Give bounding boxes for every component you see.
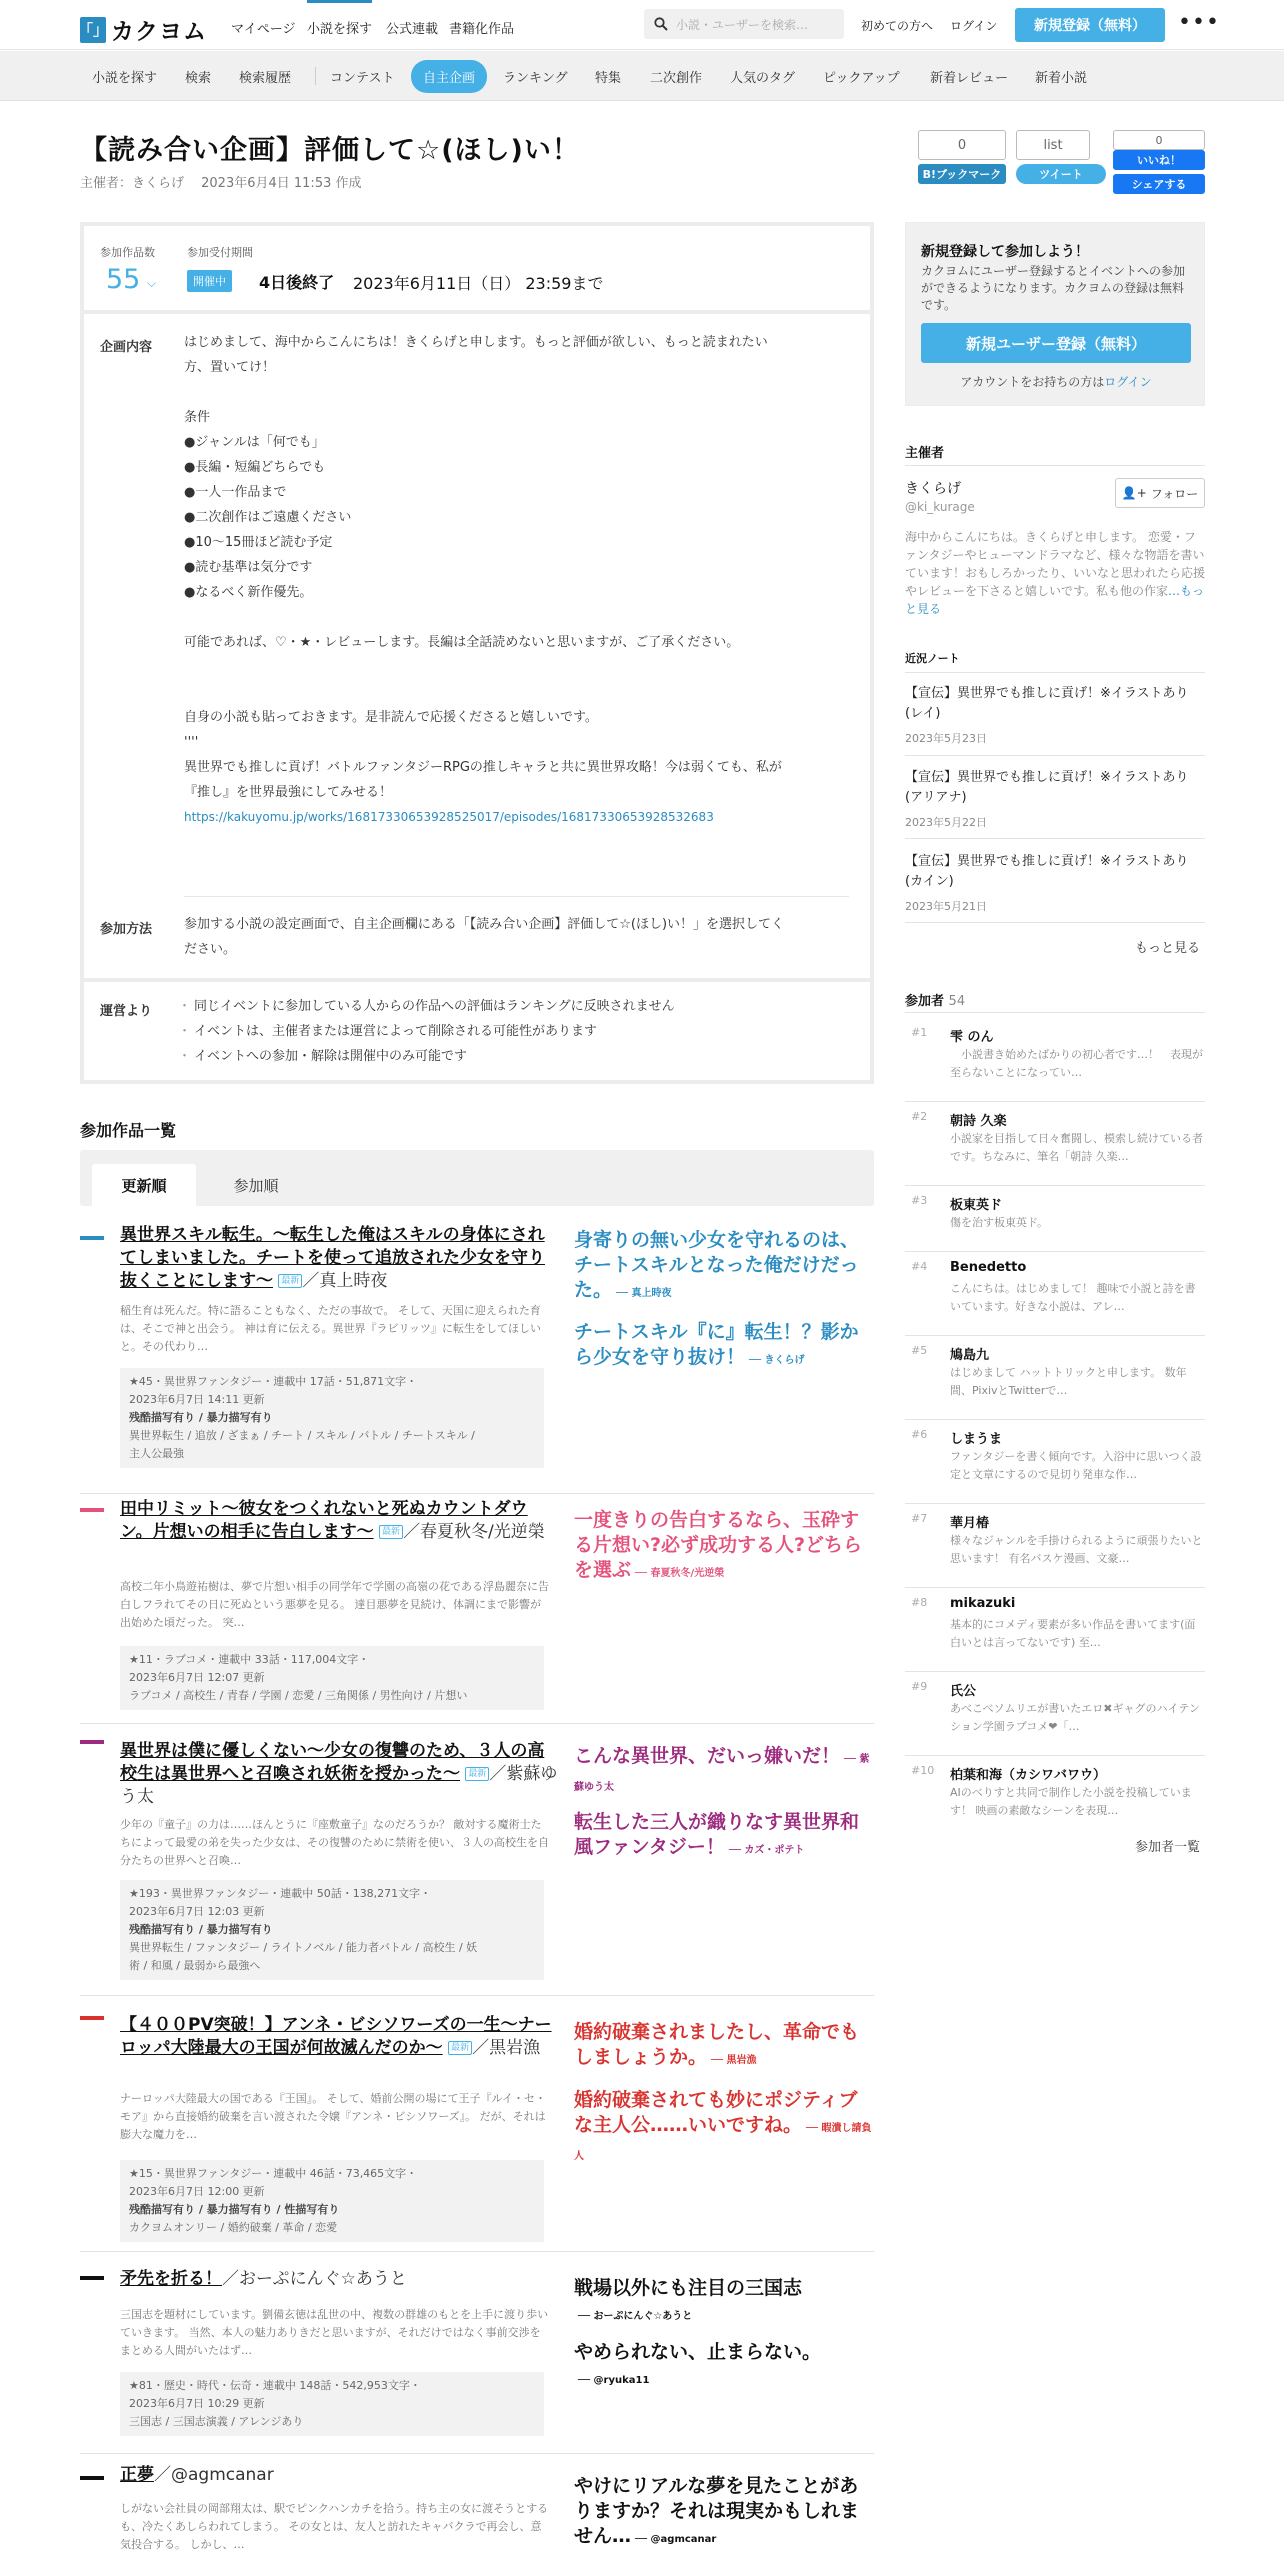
subnav-ranking[interactable]: ランキング (503, 71, 568, 86)
desc-line: ●読む基準は気分です (184, 560, 313, 575)
nav-find-novels[interactable]: 小説を探す (307, 0, 372, 37)
beginners-link[interactable]: 初めての方へ (861, 19, 934, 33)
catchphrase-author: ── 暇潰し請負人 (574, 2123, 872, 2162)
participant-rank: #7 (911, 1512, 928, 1525)
genre-color-bar (80, 1508, 104, 1512)
tab-updated-order[interactable]: 更新順 (92, 1164, 196, 1206)
notes-heading: 近況ノート (905, 652, 960, 665)
hatena-count: 0 (918, 130, 1006, 160)
desc-line: 条件 (184, 410, 211, 425)
desc-line: ●10～15冊ほど読む予定 (184, 535, 333, 550)
method-line: ださい。 (184, 942, 237, 957)
operator-rules (184, 994, 849, 1069)
participant-item[interactable] (905, 1672, 1205, 1756)
subnav-history[interactable]: 検索履歴 (239, 71, 292, 86)
note-item[interactable] (905, 852, 1205, 914)
search-icon (654, 17, 668, 31)
note-title[interactable]: 【宣伝】異世界でも推しに貢げ！※イラストあり(カイン) (905, 854, 1189, 889)
method-label: 参加方法 (100, 922, 153, 937)
catchphrase-author: ── @ryuka11 (578, 2375, 650, 2386)
work-warnings: 残酷描写有り / 暴力描写有り / 性描写有り (129, 2203, 340, 2216)
event-description (184, 330, 849, 830)
desc-line (184, 655, 849, 680)
page-title: 【読み合い企画】評価して☆(ほし)い！ (80, 135, 580, 166)
participant-item[interactable] (905, 1018, 1205, 1102)
participant-item[interactable] (905, 1756, 1205, 1826)
subnav-contest[interactable]: コンテスト (330, 71, 395, 86)
catchphrase-author: ── きくらげ (749, 1355, 805, 1366)
subnav-reviews[interactable]: 新着レビュー (930, 71, 1009, 86)
desc-line: 方、置いてけ！ (184, 360, 276, 375)
method-line: 参加する小説の設定画面で、自主企画欄にある「【読み合い企画】評価して☆(ほし)い！」を選択してく (184, 917, 785, 932)
entries-count[interactable]: 55 (106, 264, 141, 295)
work-title[interactable]: 田中リミット～彼女をつくれないと死ぬカウントダウン。片想いの相手に告白します～ (120, 1499, 528, 1542)
work-updated: 2023年6月7日 12:03 更新 (129, 1905, 265, 1918)
participant-item[interactable] (905, 1336, 1205, 1420)
new-badge: 最新 (448, 2041, 472, 2055)
catchphrase-text: 戦場以外にも注目の三国志 (574, 2277, 803, 2299)
participant-intro: 様々なジャンルを手掛けられるように頑張りたいと思います！ 有名バスケ漫画、文豪… (950, 1534, 1203, 1565)
work-title-block (120, 1740, 560, 1809)
register-button[interactable]: 新規登録（無料） (1015, 8, 1165, 42)
work-updated: 2023年6月7日 12:07 更新 (129, 1671, 265, 1684)
participant-rank: #2 (911, 1110, 928, 1123)
search-box[interactable] (644, 9, 844, 39)
entries-heading: 参加作品一覧 (80, 1121, 177, 1140)
participant-name[interactable]: 鳩島九 (950, 1348, 990, 1363)
participant-item[interactable] (905, 1102, 1205, 1186)
work-title-block (120, 2014, 560, 2060)
participants-count: 54 (948, 994, 966, 1009)
divider (84, 978, 870, 982)
participant-rank: #10 (911, 1764, 935, 1777)
participant-intro: こんにちは。はじめまして！ 趣味で小説と詩を書いています。好きな小説は、アレ… (950, 1282, 1196, 1313)
subnav-search[interactable]: 検索 (185, 71, 212, 86)
participant-rank: #5 (911, 1344, 928, 1357)
catchphrase-author: ── 黒岩漁 (711, 2055, 757, 2066)
participant-intro: AIのべりすと共同で制作した小説を投稿しています！ 映画の素敵なシーンを表現… (950, 1786, 1192, 1817)
desc-line (184, 680, 849, 705)
work-title[interactable]: 矛先を折る！ (120, 2269, 222, 2289)
work-tags[interactable]: 術 / 和風 / 最弱から最強へ (129, 1959, 261, 1972)
desc-line: ●ジャンルは「何でも」 (184, 435, 325, 450)
signup-box (905, 222, 1205, 406)
participant-rank: #4 (911, 1260, 928, 1273)
kakuyomu-logo[interactable] (80, 13, 207, 46)
participant-intro: 小説家を目指して日々奮闘し、模索し続けている者です。ちなみに、筆名「朝詩 久楽… (950, 1132, 1203, 1163)
desc-line: はじめまして、海中からこんにちは！きくらげと申します。もっと評価が欲しい、もっと読まれたい (184, 335, 768, 350)
desc-line: 自身の小説も貼っておきます。是非読んで応援くださると嬉しいです。 (184, 710, 598, 725)
work-warnings: 残酷描写有り / 暴力描写有り (129, 1411, 273, 1424)
login-link[interactable]: ログイン (950, 19, 998, 33)
catchphrase-text: 身寄りの無い少女を守れるのは、チートスキルとなった俺だけだった。 (574, 1229, 860, 1301)
participant-intro: 小説書き始めたばかりの初心者です…！ 表現が至らないことになってい… (950, 1048, 1203, 1079)
work-tags[interactable]: 三国志 / 三国志演義 / アレンジあり (129, 2415, 304, 2428)
desc-line: ●長編・短編どちらでも (184, 460, 326, 475)
event-stats-row (84, 226, 870, 314)
period-label: 参加受付期間 (187, 246, 253, 259)
host-more-link[interactable]: …もっと見る (905, 584, 1205, 616)
catchphrase-text: やけにリアルな夢を見たことがありますか？それは現実かもしれません… (574, 2475, 860, 2547)
participants-heading-text: 参加者 (905, 994, 945, 1009)
participant-name[interactable]: Benedetto (950, 1260, 1027, 1275)
subnav-user-events[interactable]: 自主企画 (411, 60, 487, 93)
nav-books[interactable]: 書籍化作品 (449, 22, 515, 37)
work-item (80, 1728, 874, 1996)
desc-line: 可能であれば、♡・★・レビューします。長編は全話読めないと思いますが、ご了承ください。 (184, 635, 740, 650)
catchphrase-text: 婚約破棄されても妙にポジティブな主人公……いいですね。 (574, 2089, 858, 2136)
participant-item[interactable] (905, 1420, 1205, 1504)
catchphrase (574, 1744, 874, 1800)
desc-line: 『推し』を世界最強にしてみせる！ (184, 785, 393, 800)
participant-item[interactable] (905, 1186, 1205, 1252)
rule-item: ・ イベントは、主催者または運営によって削除される可能性があります (184, 1019, 849, 1044)
desc-line: '''' (184, 735, 199, 750)
subnav-tags[interactable]: 人気のタグ (730, 71, 796, 86)
participant-intro: 傷を治す板東英ド。 (950, 1216, 1049, 1229)
participant-name[interactable]: 板東英ド (950, 1198, 1003, 1213)
desc-line: ●一人一作品まで (184, 485, 287, 500)
catchphrase (574, 2088, 874, 2169)
hatena-bookmark-button[interactable]: B!ブックマーク (918, 164, 1006, 184)
signup-title: 新規登録して参加しよう！ (921, 244, 1089, 260)
genre-color-bar (80, 2016, 104, 2020)
catchphrase (574, 1320, 874, 1373)
catchphrase-author: ── おーぷにんぐ☆あうと (578, 2311, 693, 2322)
work-author[interactable]: ／おーぷにんぐ☆あうと (222, 2269, 407, 2289)
participants-heading (905, 990, 965, 1009)
work-item (80, 1496, 874, 1724)
logo-text: カクヨム (111, 19, 207, 45)
work-title[interactable]: 異世界スキル転生。〜転生した俺はスキルの身体にされてしまいました。チートを使って追放された少女を守り抜くことにします〜 (120, 1225, 545, 1291)
catchphrase-author: ── 紫蘇ゆう太 (574, 1754, 870, 1793)
work-title-block (120, 1224, 560, 1293)
work-item (80, 1224, 874, 1494)
work-title[interactable]: 【４００PV突破！】アンネ・ビシソワーズの一生～ナーロッパ大陸最大の王国が何故滅んだのか～ (120, 2015, 552, 2058)
catchphrase (574, 2340, 874, 2393)
note-title[interactable]: 【宣伝】異世界でも推しに貢げ！※イラストあり(アリアナ) (905, 770, 1189, 805)
participant-name[interactable]: しまうま (950, 1432, 1003, 1447)
like-button[interactable]: いいね！ (1113, 150, 1205, 170)
work-title-block (120, 1498, 560, 1544)
subnav-new-novels[interactable]: 新着小説 (1035, 71, 1088, 86)
note-date: 2023年5月21日 (905, 900, 987, 913)
subnav-find[interactable]: 小説を探す (92, 71, 158, 86)
work-title-block (120, 2268, 560, 2291)
host-name[interactable]: きくらげ (905, 481, 961, 497)
subnav-pickup[interactable]: ピックアップ (823, 71, 900, 86)
host-meta: 主催者：きくらげ 2023年6月4日 11:53 作成 (80, 176, 362, 191)
days-left: 4日後終了 (259, 273, 335, 292)
genre-color-bar (80, 2276, 104, 2280)
work-meta (120, 1368, 544, 1468)
host-id: @ki_kurage (905, 500, 975, 514)
note-item[interactable] (905, 768, 1205, 830)
work-tags[interactable]: 異世界転生 / 追放 / ざまぁ / チート / スキル / バトル / チートスキル / (129, 1429, 475, 1442)
nav-official[interactable]: 公式連載 (386, 22, 439, 37)
new-badge: 最新 (278, 1274, 302, 1288)
host-heading: 主催者 (905, 446, 945, 461)
work-meta (120, 2160, 544, 2242)
genre-color-bar (80, 1740, 104, 1744)
work-author[interactable]: ／黒岩漁 (472, 2038, 541, 2058)
work-tags[interactable]: ラブコメ / 高校生 / 青春 / 学園 / 恋愛 / 三角関係 / 男性向け / 片想い (129, 1689, 468, 1702)
subnav-fanworks[interactable]: 二次創作 (650, 71, 703, 86)
share-button[interactable]: シェアする (1113, 174, 1205, 194)
work-item (80, 2004, 874, 2252)
catchphrase (574, 1228, 874, 1306)
divider (905, 465, 1205, 466)
genre-color-bar (80, 1236, 104, 1240)
catchphrase (574, 1810, 874, 1863)
work-description: 高校二年小鳥遊祐樹は、夢で片想い相手の同学年で学園の高嶺の花である浮島麗奈に告白しフラれてその日に死ぬという悪夢を見る。 達目悪夢を見続け、体調にまで影響が出始めた頃だった。 突… (120, 1580, 549, 1629)
entries-tabs (80, 1150, 874, 1206)
status-badge: 開催中 (187, 270, 232, 292)
work-meta (120, 1646, 544, 1710)
participants-all-link[interactable]: 参加者一覧 (1135, 1840, 1201, 1855)
episode-link[interactable]: https://kakuyomu.jp/works/16817330653928525017/episodes/16817330653928532683 (184, 810, 714, 824)
participant-name[interactable]: 朝詩 久楽 (950, 1114, 1007, 1129)
participant-intro: はじめまして ハットトリックと申します。 数年間、PixivとTwitterで… (950, 1366, 1187, 1397)
work-stats: ★81・歴史・時代・伝奇・連載中 148話・542,953文字・ (129, 2379, 421, 2392)
work-stats: ★45・異世界ファンタジー・連載中 17話・51,871文字・ (129, 1375, 418, 1388)
tab-joined-order[interactable]: 参加順 (233, 1176, 279, 1195)
divider (905, 755, 1205, 756)
work-title-block (120, 2464, 560, 2487)
sidebar-login-link[interactable]: ログイン (1104, 375, 1152, 389)
logo-mark: 「」 (80, 17, 106, 43)
participant-rank: #3 (911, 1194, 928, 1207)
global-header (0, 0, 1284, 50)
rule-item: ・ 同じイベントに参加している人からの作品への評価はランキングに反映されません (184, 994, 849, 1019)
work-tags[interactable]: カクヨムオンリー / 婚約破棄 / 革命 / 恋愛 (129, 2221, 338, 2234)
catchphrase (574, 2276, 874, 2329)
event-detail-panel (80, 222, 874, 1084)
desc-line: ●二次創作はご遠慮ください (184, 510, 352, 525)
catchphrase-text: こんな異世界、だいっ嫌いだ！ (574, 1745, 841, 1767)
participant-name[interactable]: 柏葉和海（カシワバワウ） (950, 1768, 1107, 1783)
catchphrase (574, 2474, 874, 2552)
desc-line: ●なるべく新作優先。 (184, 585, 313, 600)
search-placeholder: 小説・ユーザーを検索… (676, 17, 809, 32)
work-stats: ★193・異世界ファンタジー・連載中 50話・138,271文字・ (129, 1887, 432, 1900)
catchphrase-author: ── 春夏秋冬/光逆榮 (635, 1568, 725, 1579)
subnav-divider (315, 67, 316, 85)
participant-rank: #1 (911, 1026, 928, 1039)
catchphrase-text: チートスキル『に』転生！？影から少女を守り抜け！ (574, 1321, 859, 1368)
work-title[interactable]: 正夢 (120, 2465, 154, 2485)
work-author[interactable]: ／春夏秋冬/光逆榮 (403, 1522, 545, 1542)
catchphrase-text: 転生した三人が織りなす異世界和風ファンタジー！ (574, 1811, 860, 1858)
work-warnings: 残酷描写有り / 暴力描写有り (129, 1923, 273, 1936)
work-tags[interactable]: 主人公最強 (129, 1447, 184, 1460)
content-label: 企画内容 (100, 340, 153, 355)
deadline: 2023年6月11日（日） 23:59まで (353, 274, 604, 293)
participant-name[interactable]: 雫 のん (950, 1030, 994, 1045)
catchphrase-author: ── @agmcanar (635, 2534, 717, 2545)
new-badge: 最新 (379, 1525, 403, 1539)
like-count: 0 (1113, 130, 1205, 150)
work-item (80, 2464, 874, 2568)
work-stats: ★11・ラブコメ・連載中 33話・117,004文字・ (129, 1653, 370, 1666)
more-menu-icon[interactable]: ••• (1178, 10, 1220, 35)
work-title[interactable]: 異世界は僕に優しくない〜少女の復讐のため、３人の高校生は異世界へと召喚され妖術を授かった〜 (120, 1741, 545, 1784)
catchphrase-text: やめられない、止まらない。 (574, 2341, 822, 2363)
participant-rank: #9 (911, 1680, 928, 1693)
participant-intro: ファンタジーを書く傾向です。入浴中に思いつく設定と文章にするので見切り発車な作… (950, 1450, 1202, 1481)
catchphrase-text: 一度きりの告白するなら、玉砕する片想い?必ず成功する人?どちらを選ぶ (574, 1509, 863, 1581)
participant-item[interactable] (905, 1504, 1205, 1588)
host-intro (905, 528, 1205, 618)
work-description: 稲生育は死んだ。特に語ることもなく、ただの事故で。 そして、天国に迎えられた育は、そこで神と出会う。 神は育に伝える。異世界『ラビリッツ』に転生をしてほしいと。その代わり… (120, 1304, 542, 1353)
catchphrase-text: 婚約破棄されましたし、革命でもしましょうか。 (574, 2021, 860, 2068)
work-updated: 2023年6月7日 14:11 更新 (129, 1393, 265, 1406)
participant-intro: あべこべソムリエが書いたエロ✖ギャグのハイテンション学園ラブコメ❤「… (950, 1702, 1200, 1733)
work-meta (120, 2372, 544, 2436)
new-badge: 最新 (465, 1767, 489, 1781)
nav-mypage[interactable]: マイページ (231, 22, 296, 37)
add-user-icon: 👤+ (1121, 486, 1147, 500)
participant-rank: #6 (911, 1428, 928, 1441)
participation-method (184, 912, 849, 962)
note-item[interactable] (905, 684, 1205, 746)
participant-item[interactable] (905, 1252, 1205, 1336)
desc-line: 異世界でも推しに貢げ！バトルファンタジーRPGの推しキャラと共に異世界攻略！今は弱くても、私が (184, 760, 782, 775)
divider (905, 1012, 1205, 1013)
notes-more-link[interactable]: もっと見る (1135, 941, 1201, 956)
work-tags[interactable]: 異世界転生 / ファンタジー / ライトノベル / 能力者バトル / 高校生 / 妖 (129, 1941, 478, 1954)
note-date: 2023年5月22日 (905, 816, 987, 829)
participant-intro: 基本的にコメディ要素が多い作品を書いてます(面白いとは言ってないです) 至… (950, 1618, 1196, 1649)
divider (905, 672, 1205, 673)
divider (905, 838, 1205, 839)
divider (184, 896, 849, 897)
entries-label: 参加作品数 (100, 246, 155, 259)
catchphrase-author: ── カズ・ポテト (728, 1845, 805, 1856)
work-author[interactable]: ／紫蘇ゆう太 (120, 1764, 558, 1807)
desc-line (184, 380, 849, 405)
work-meta (120, 1880, 544, 1980)
catchphrase (574, 1508, 874, 1586)
work-description: 少年の『童子』の力は……ほんとうに『座敷童子』なのだろうか？ 敵対する魔術士たちによって最愛の弟を失った少女は、その復讐のために禁術を使い、３人の高校生を自分たちの世界へと召喚… (120, 1818, 549, 1867)
work-description: 三国志を題材にしています。劉備玄徳は乱世の中、複数の群雄のもとを上手に渡り歩いていきます。 当然、本人の魅力ありきだと思いますが、それだけではなく事前交渉をまとめる人間がいたはず… (120, 2308, 549, 2357)
work-item (80, 2264, 874, 2454)
participant-rank: #8 (911, 1596, 928, 1609)
follow-label: フォロー (1150, 486, 1199, 501)
participant-name[interactable]: 氏公 (950, 1684, 977, 1699)
genre-color-bar (80, 2476, 104, 2480)
sub-navigation (0, 51, 1284, 101)
note-title[interactable]: 【宣伝】異世界でも推しに貢げ！※イラストあり(レイ) (905, 686, 1189, 721)
work-updated: 2023年6月7日 12:00 更新 (129, 2185, 265, 2198)
work-author[interactable]: ／@agmcanar (154, 2465, 274, 2485)
follow-button[interactable] (1115, 478, 1205, 508)
work-updated: 2023年6月7日 10:29 更新 (129, 2397, 265, 2410)
rules-label: 運営より (100, 1004, 153, 1019)
participant-name[interactable]: 華月椿 (950, 1516, 990, 1531)
signup-button[interactable]: 新規ユーザー登録（無料） (921, 323, 1191, 363)
catchphrase (574, 2020, 874, 2073)
catchphrase-author: ── 真上時夜 (616, 1288, 672, 1299)
rule-item: ・ イベントへの参加・解除は開催中のみ可能です (184, 1044, 849, 1069)
work-description: ナーロッパ大陸最大の国である『王国』。 そして、婚前公開の場にて王子『ルイ・セ・モア』から直接婚約破棄を言い渡された令嬢『アンネ・ビシソワーズ』。 だが、それは膨大な魔力を… (120, 2092, 547, 2141)
note-date: 2023年5月23日 (905, 732, 987, 745)
work-description: しがない会社員の岡部翔太は、駅でピンクハンカチを拾う。持ち主の女に渡そうとするも、冷たくあしらわれてしまう。 その女とは、友人と訪れたキャバクラで再会し、意気投合する。 しかし、… (120, 2502, 549, 2551)
tweet-button[interactable]: ツイート (1016, 164, 1106, 184)
list-button[interactable]: list (1016, 130, 1090, 160)
desc-line (184, 605, 849, 630)
subnav-features[interactable]: 特集 (595, 71, 622, 86)
participant-name[interactable]: mikazuki (950, 1596, 1016, 1611)
signup-text: カクヨムにユーザー登録するとイベントへの参加ができるようになります。カクヨムの登録は無料です。 (921, 264, 1186, 312)
divider (905, 922, 1205, 923)
login-prompt-text: アカウントをお持ちの方は (960, 375, 1105, 389)
host-intro-text: 海中からこんにちは。きくらげと申します。 恋愛・ファンタジーやヒューマンドラマなど、様々な物語を書いています！おもしろかったり、いいなと思われたら応援やレビューを下さると嬉しいです。私も他の作家 (905, 530, 1206, 598)
chevron-down-icon[interactable]: ⌵ (147, 276, 157, 290)
login-prompt (906, 373, 1206, 390)
work-author[interactable]: ／真上時夜 (302, 1271, 388, 1291)
participant-item[interactable] (905, 1588, 1205, 1672)
work-stats: ★15・異世界ファンタジー・連載中 46話・73,465文字・ (129, 2167, 418, 2180)
